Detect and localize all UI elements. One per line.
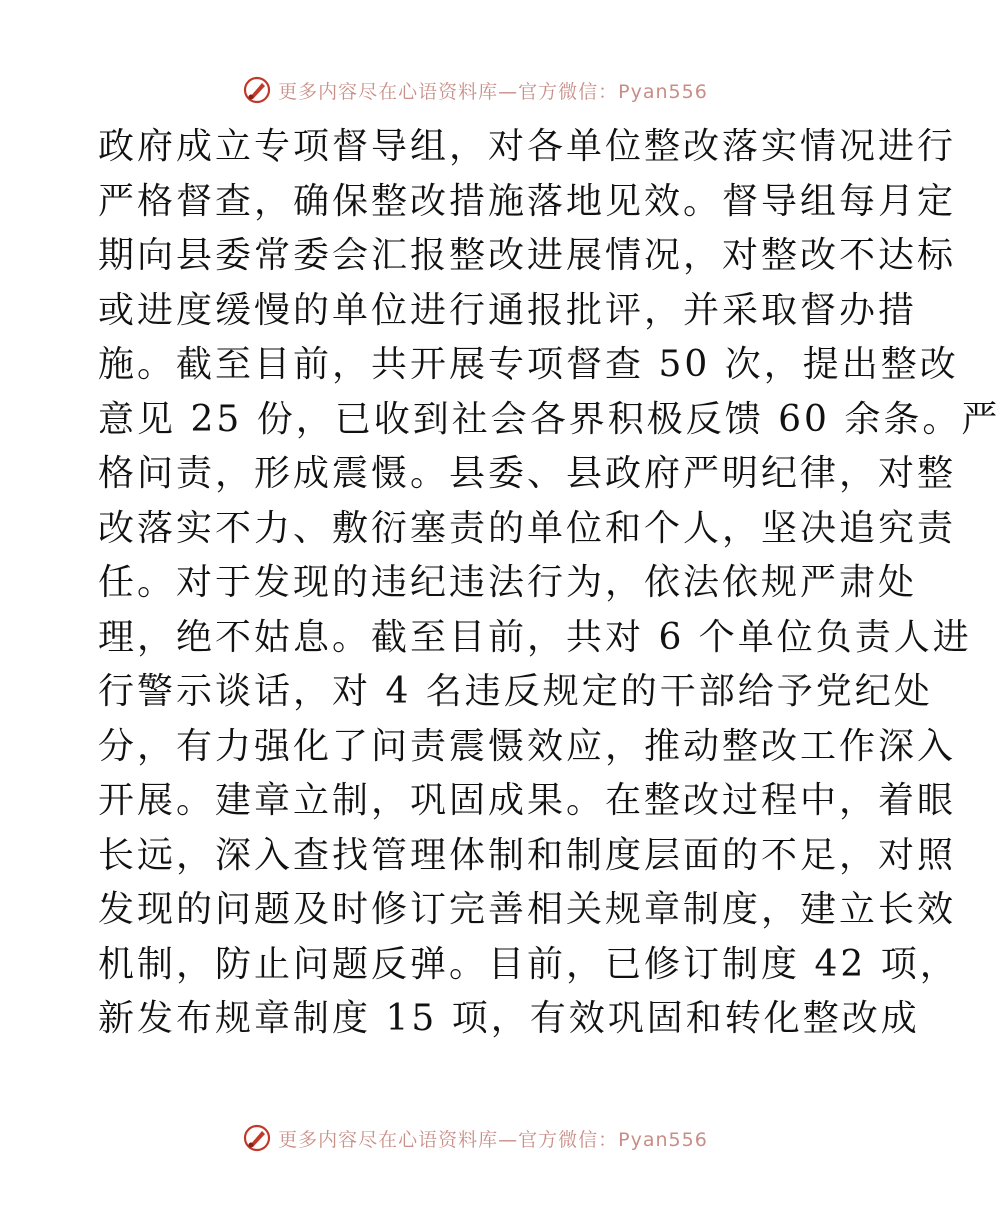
text-line: 长远，深入查找管理体制和制度层面的不足，对照 [98, 834, 957, 876]
text-line: 期向县委常委会汇报整改进展情况，对整改不达标 [98, 235, 957, 276]
text-line: 格问责，形成震慑。县委、县政府严明纪律，对整 [98, 453, 957, 494]
text-line: 任。对于发现的违纪违法行为，依法依规严肃处 [98, 562, 918, 603]
document-body [98, 120, 1000, 1047]
text-line: 或进度缓慢的单位进行通报批评，并采取督办措 [98, 289, 918, 331]
text-line: 机制，防止问题反弹。目前，已修订制度 42 项， [98, 943, 959, 985]
text-line: 行警示谈话，对 4 名违反规定的干部给予党纪处 [98, 671, 933, 712]
text-line: 施。截至目前，共开展专项督查 50 次，提出整改 [98, 344, 959, 385]
text-line: 开展。建章立制，巩固成果。在整改过程中，着眼 [98, 780, 957, 821]
text-line: 理，绝不姑息。截至目前，共对 6 个单位负责人进 [98, 616, 972, 658]
header-watermark [0, 70, 950, 110]
footer-watermark [0, 1118, 950, 1158]
text-line: 意见 25 份，已收到社会各界积极反馈 60 余条。严 [98, 398, 1000, 440]
watermark-text: 更多内容尽在心语资料库—官方微信：Pyan556 [278, 80, 708, 103]
brush-pen-logo-icon [242, 1123, 272, 1153]
text-line: 分，有力强化了问责震慑效应，推动整改工作深入 [98, 725, 957, 767]
watermark-text: 更多内容尽在心语资料库—官方微信：Pyan556 [278, 1128, 708, 1151]
text-line: 政府成立专项督导组，对各单位整改落实情况进行 [98, 126, 957, 167]
text-line: 新发布规章制度 15 项，有效巩固和转化整改成 [98, 998, 920, 1039]
text-line: 改落实不力、敷衍塞责的单位和个人，坚决追究责 [98, 507, 957, 549]
brush-pen-logo-icon [242, 75, 272, 105]
text-line: 发现的问题及时修订完善相关规章制度，建立长效 [98, 889, 957, 930]
text-line: 严格督查，确保整改措施落地见效。督导组每月定 [98, 180, 957, 222]
